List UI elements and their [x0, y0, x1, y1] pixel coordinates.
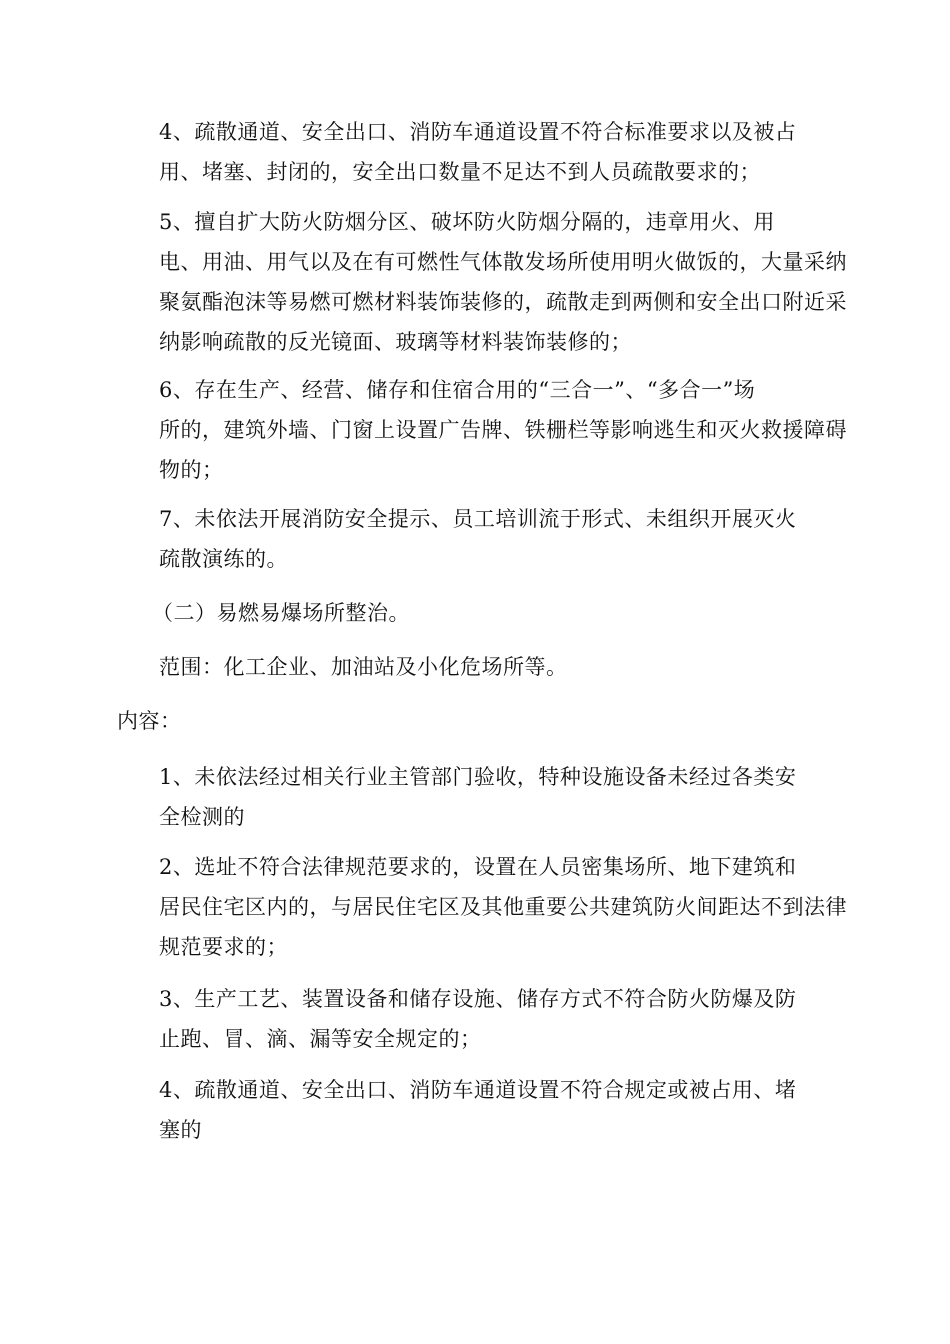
text-line: 聚氨酯泡沫等易燃可燃材料装饰装修的，疏散走到两侧和安全出口附近采 [159, 290, 847, 314]
text-line: 4、疏散通道、安全出口、消防车通道设置不符合标准要求以及被占 [159, 120, 797, 144]
text-line: 6、存在生产、经营、储存和住宿合用的“三合一”、“多合一”场 [159, 378, 756, 402]
text-line: 内容： [117, 709, 182, 733]
content-label [117, 701, 835, 741]
text-line: 止跑、冒、滴、漏等安全规定的； [159, 1027, 482, 1051]
text-line: 物的； [159, 458, 224, 482]
text-line: 4、疏散通道、安全出口、消防车通道设置不符合规定或被占用、堵 [159, 1078, 797, 1102]
section-2-heading [152, 593, 870, 633]
text-line: 用、堵塞、封闭的，安全出口数量不足达不到人员疏散要求的； [159, 160, 761, 184]
text-line: 纳影响疏散的反光镜面、玻璃等材料装饰装修的； [159, 330, 632, 354]
text-line: （二）易燃易爆场所整治。 [152, 601, 410, 625]
text-line: 2、选址不符合法律规范要求的，设置在人员密集场所、地下建筑和 [159, 855, 797, 879]
text-line: 7、未依法开展消防安全提示、员工培训流于形式、未组织开展灭火 [159, 507, 797, 531]
sub-item-4-evacuation-paragraph [117, 1070, 835, 1150]
sub-item-2-site-paragraph [117, 847, 847, 967]
item-7-training-paragraph [117, 499, 835, 579]
text-line: 所的，建筑外墙、门窗上设置广告牌、铁栅栏等影响逃生和灭火救援障碍 [159, 418, 847, 442]
item-5-fire-zones-paragraph [117, 202, 847, 362]
text-line: 居民住宅区内的，与居民住宅区及其他重要公共建筑防火间距达不到法律 [159, 895, 847, 919]
text-line: 5、擅自扩大防火防烟分区、破坏防火防烟分隔的，违章用火、用 [159, 210, 775, 234]
sub-item-3-process-paragraph [117, 979, 835, 1059]
text-line: 3、生产工艺、装置设备和储存设施、储存方式不符合防火防爆及防 [159, 987, 797, 1011]
text-line: 1、未依法经过相关行业主管部门验收，特种设施设备未经过各类安 [159, 765, 797, 789]
text-line: 塞的 [159, 1118, 202, 1142]
text-line: 范围：化工企业、加油站及小化危场所等。 [159, 655, 568, 679]
item-6-three-in-one-paragraph [117, 370, 847, 490]
item-4-evacuation-paragraph [117, 112, 835, 192]
text-line: 全检测的 [159, 805, 245, 829]
text-line: 疏散演练的。 [159, 547, 288, 571]
text-line: 规范要求的； [159, 935, 288, 959]
text-line: 电、用油、用气以及在有可燃性气体散发场所使用明火做饭的，大量采纳 [159, 250, 847, 274]
scope-paragraph [117, 647, 835, 687]
sub-item-1-acceptance-paragraph [117, 757, 835, 837]
